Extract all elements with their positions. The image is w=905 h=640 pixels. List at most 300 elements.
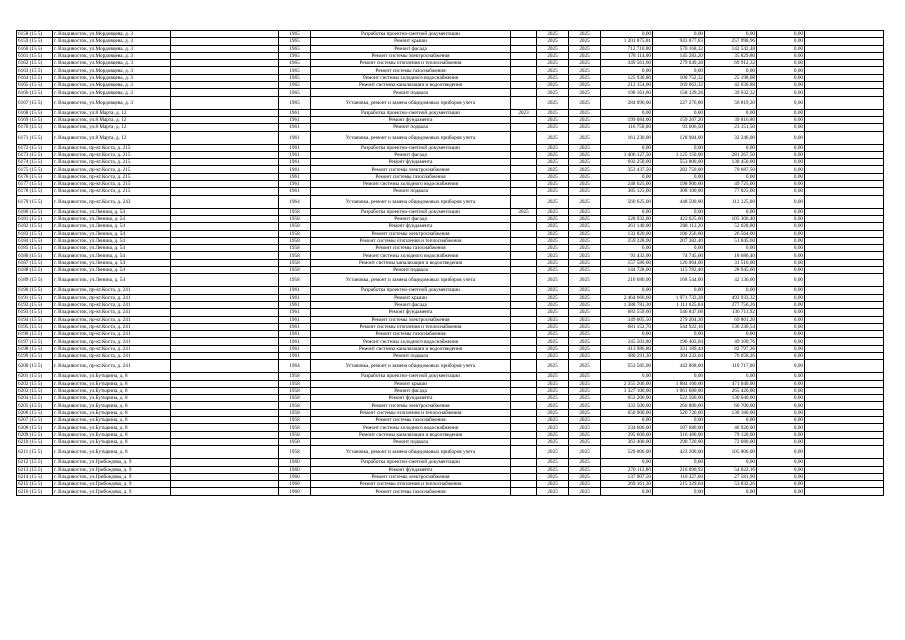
plan-year-start-cell: 2025 xyxy=(537,323,569,330)
trailing-empty-cell xyxy=(805,316,884,323)
row-number-cell: 6193 (15 5) xyxy=(17,309,53,316)
plan-year-end-cell: 2025 xyxy=(569,151,601,158)
table-row xyxy=(17,466,884,473)
trailing-empty-cell xyxy=(805,60,884,67)
trailing-empty-cell xyxy=(805,230,884,237)
extra-year-cell xyxy=(511,331,537,338)
empty-cell xyxy=(171,431,279,438)
owner-cost-cell: 49 100,76 xyxy=(705,338,757,345)
plan-year-end-cell: 2025 xyxy=(569,466,601,473)
address-cell: г. Владивосток, пр-кт.Коста, д. 215 xyxy=(53,173,171,180)
work-type-cell: Ремонт крыши xyxy=(311,38,511,45)
empty-cell xyxy=(171,287,279,294)
table-row xyxy=(17,215,884,222)
trailing-empty-cell xyxy=(805,52,884,59)
total-cost-cell: 0,00 xyxy=(601,459,653,466)
extra-year-cell xyxy=(511,481,537,488)
plan-year-start-cell: 2025 xyxy=(537,245,569,252)
extra-year-cell xyxy=(511,89,537,96)
extra-year-cell xyxy=(511,116,537,123)
table-row xyxy=(17,338,884,345)
plan-year-end-cell: 2025 xyxy=(569,395,601,402)
empty-cell xyxy=(171,252,279,259)
row-number-cell: 6166 (15 5) xyxy=(17,89,53,96)
total-cost-cell: 363 400,00 xyxy=(601,438,653,445)
owner-cost-cell: 130 640,00 xyxy=(705,395,757,402)
extra-year-cell xyxy=(511,466,537,473)
trailing-empty-cell xyxy=(805,402,884,409)
plan-year-end-cell: 2025 xyxy=(569,481,601,488)
row-number-cell: 6180 (15 5) xyxy=(17,208,53,215)
owner-cost-cell: 69 801,20 xyxy=(705,316,757,323)
empty-cell xyxy=(171,316,279,323)
extra-year-cell xyxy=(511,373,537,380)
fund-cost-cell: 0,00 xyxy=(653,208,705,215)
fund-cost-cell: 0,00 xyxy=(653,173,705,180)
extra-year-cell xyxy=(511,387,537,394)
total-cost-cell: 0,00 xyxy=(601,31,653,38)
extra-year-cell xyxy=(511,424,537,431)
total-cost-cell: 132 820,00 xyxy=(601,230,653,237)
address-cell: г. Владивосток, ул.Ленина, д. 54 xyxy=(53,230,171,237)
empty-cell xyxy=(171,459,279,466)
empty-cell xyxy=(171,230,279,237)
address-cell: г. Владивосток, ул.Ленина, д. 54 xyxy=(53,223,171,230)
trailing-empty-cell xyxy=(805,45,884,52)
row-number-cell: 6169 (15 5) xyxy=(17,116,53,123)
plan-year-start-cell: 2025 xyxy=(537,60,569,67)
owner-cost-cell: 130 180,00 xyxy=(705,409,757,416)
build-year-cell: 1958 xyxy=(279,424,311,431)
empty-cell xyxy=(171,67,279,74)
empty-cell xyxy=(171,438,279,445)
empty-cell xyxy=(171,208,279,215)
total-cost-cell: 0,00 xyxy=(601,331,653,338)
total-cost-cell: 0,00 xyxy=(601,144,653,151)
plan-year-end-cell: 2025 xyxy=(569,96,601,109)
other-cost-cell: 0,00 xyxy=(757,188,805,195)
trailing-empty-cell xyxy=(805,301,884,308)
row-number-cell: 6212 (15 5) xyxy=(17,459,53,466)
empty-cell xyxy=(171,151,279,158)
plan-year-end-cell: 2025 xyxy=(569,294,601,301)
work-type-cell: Ремонт системы канализации и водоотведения xyxy=(311,82,511,89)
other-cost-cell: 0,00 xyxy=(757,151,805,158)
other-cost-cell: 0,00 xyxy=(757,352,805,359)
row-number-cell: 6175 (15 5) xyxy=(17,166,53,173)
row-number-cell: 6183 (15 5) xyxy=(17,230,53,237)
extra-year-cell xyxy=(511,188,537,195)
address-cell: г. Владивосток, пр-кт.Коста, д. 241 xyxy=(53,360,171,373)
row-number-cell: 6170 (15 5) xyxy=(17,124,53,131)
owner-cost-cell: 136 711,92 xyxy=(705,309,757,316)
address-cell: г. Владивосток, ул.Грибоедова, д. 9 xyxy=(53,466,171,473)
work-type-cell: Ремонт подвала xyxy=(311,352,511,359)
plan-year-start-cell: 2025 xyxy=(537,473,569,480)
fund-cost-cell: 106 256,00 xyxy=(653,230,705,237)
work-type-cell: Ремонт системы отопления и теплоснабжения xyxy=(311,481,511,488)
empty-cell xyxy=(171,124,279,131)
row-number-cell: 6165 (15 5) xyxy=(17,82,53,89)
work-type-cell: Ремонт фасада xyxy=(311,151,511,158)
table-row xyxy=(17,74,884,81)
extra-year-cell xyxy=(511,252,537,259)
address-cell: г. Владивосток, ул.Бутырина, д. 8 xyxy=(53,424,171,431)
extra-year-cell xyxy=(511,82,537,89)
row-number-cell: 6207 (15 5) xyxy=(17,417,53,424)
plan-year-start-cell: 2025 xyxy=(537,345,569,352)
owner-cost-cell: 112 125,00 xyxy=(705,195,757,208)
table-row xyxy=(17,287,884,294)
row-number-cell: 6160 (15 5) xyxy=(17,45,53,52)
work-type-cell: Ремонт системы холодного водоснабжения xyxy=(311,338,511,345)
empty-cell xyxy=(171,31,279,38)
other-cost-cell: 0,00 xyxy=(757,301,805,308)
build-year-cell: 1958 xyxy=(279,274,311,287)
fund-cost-cell: 100 752,32 xyxy=(653,74,705,81)
plan-year-start-cell: 2025 xyxy=(537,124,569,131)
plan-year-end-cell: 2025 xyxy=(569,159,601,166)
fund-cost-cell: 168 544,00 xyxy=(653,274,705,287)
plan-year-start-cell: 2025 xyxy=(537,331,569,338)
total-cost-cell: 683 559,60 xyxy=(601,309,653,316)
owner-cost-cell: 0,00 xyxy=(705,417,757,424)
plan-year-end-cell: 2025 xyxy=(569,208,601,215)
build-year-cell: 1961 xyxy=(279,309,311,316)
plan-year-end-cell: 2025 xyxy=(569,352,601,359)
total-cost-cell: 681 152,70 xyxy=(601,323,653,330)
plan-year-end-cell: 2025 xyxy=(569,446,601,459)
address-cell: г. Владивосток, пр-кт.Коста, д. 243 xyxy=(53,195,171,208)
work-type-cell: Разработка проектно-сметной документации xyxy=(311,459,511,466)
build-year-cell: 1958 xyxy=(279,245,311,252)
empty-cell xyxy=(171,89,279,96)
work-type-cell: Ремонт крыши xyxy=(311,294,511,301)
fund-cost-cell: 198 900,00 xyxy=(653,181,705,188)
empty-cell xyxy=(171,373,279,380)
row-number-cell: 6181 (15 5) xyxy=(17,215,53,222)
address-cell: г. Владивосток, ул.Бутырина, д. 8 xyxy=(53,380,171,387)
total-cost-cell: 157 580,00 xyxy=(601,259,653,266)
fund-cost-cell: 0,00 xyxy=(653,31,705,38)
row-number-cell: 6185 (15 5) xyxy=(17,245,53,252)
build-year-cell: 1958 xyxy=(279,208,311,215)
plan-year-start-cell: 2025 xyxy=(537,409,569,416)
trailing-empty-cell xyxy=(805,338,884,345)
trailing-empty-cell xyxy=(805,352,884,359)
address-cell: г. Владивосток, ул.Мордовцева, д. 3 xyxy=(53,52,171,59)
fund-cost-cell: 187 680,00 xyxy=(653,424,705,431)
plan-year-start-cell: 2025 xyxy=(537,230,569,237)
fund-cost-cell: 520 720,00 xyxy=(653,409,705,416)
total-cost-cell: 380 291,30 xyxy=(601,352,653,359)
trailing-empty-cell xyxy=(805,173,884,180)
fund-cost-cell: 448 500,00 xyxy=(653,195,705,208)
owner-cost-cell: 72 680,00 xyxy=(705,438,757,445)
owner-cost-cell: 82 797,36 xyxy=(705,345,757,352)
address-cell: г. Владивосток, пр-кт.Коста, д. 241 xyxy=(53,345,171,352)
other-cost-cell: 0,00 xyxy=(757,466,805,473)
table-row xyxy=(17,294,884,301)
plan-year-start-cell: 2025 xyxy=(537,67,569,74)
trailing-empty-cell xyxy=(805,245,884,252)
work-type-cell: Ремонт системы электроснабжения xyxy=(311,166,511,173)
owner-cost-cell: 0,00 xyxy=(705,109,757,116)
plan-year-start-cell: 2025 xyxy=(537,116,569,123)
plan-year-end-cell: 2025 xyxy=(569,360,601,373)
fund-cost-cell: 227 276,80 xyxy=(653,96,705,109)
empty-cell xyxy=(171,45,279,52)
plan-year-start-cell: 2025 xyxy=(537,215,569,222)
row-number-cell: 6194 (15 5) xyxy=(17,316,53,323)
owner-cost-cell: 23 151,50 xyxy=(705,124,757,131)
address-cell: г. Владивосток, ул.Ленина, д. 54 xyxy=(53,215,171,222)
plan-year-end-cell: 2025 xyxy=(569,38,601,45)
owner-cost-cell: 0,00 xyxy=(705,67,757,74)
owner-cost-cell: 51 845,60 xyxy=(705,237,757,244)
owner-cost-cell: 0,00 xyxy=(705,331,757,338)
total-cost-cell: 0,00 xyxy=(601,488,653,495)
extra-year-cell xyxy=(511,294,537,301)
extra-year-cell xyxy=(511,52,537,59)
work-type-cell: Ремонт фасада xyxy=(311,45,511,52)
build-year-cell: 1961 xyxy=(279,345,311,352)
works-table xyxy=(16,30,884,496)
trailing-empty-cell xyxy=(805,309,884,316)
extra-year-cell xyxy=(511,352,537,359)
owner-cost-cell: 42 136,00 xyxy=(705,274,757,287)
extra-year-cell xyxy=(511,473,537,480)
row-number-cell: 6176 (15 5) xyxy=(17,173,53,180)
address-cell: г. Владивосток, ул.Мордовцева, д. 3 xyxy=(53,38,171,45)
fund-cost-cell: 570 168,32 xyxy=(653,45,705,52)
plan-year-start-cell: 2025 xyxy=(537,252,569,259)
owner-cost-cell: 25 198,08 xyxy=(705,74,757,81)
empty-cell xyxy=(171,309,279,316)
fund-cost-cell: 1 884 160,00 xyxy=(653,380,705,387)
plan-year-start-cell: 2025 xyxy=(537,159,569,166)
build-year-cell: 1958 xyxy=(279,230,311,237)
fund-cost-cell: 93 606,50 xyxy=(653,124,705,131)
owner-cost-cell: 142 542,48 xyxy=(705,45,757,52)
owner-cost-cell: 52 028,80 xyxy=(705,223,757,230)
plan-year-start-cell: 2025 xyxy=(537,208,569,215)
extra-year-cell xyxy=(511,144,537,151)
build-year-cell: 1965 xyxy=(279,52,311,59)
owner-cost-cell: 42 030,88 xyxy=(705,82,757,89)
plan-year-start-cell: 2025 xyxy=(537,395,569,402)
owner-cost-cell: 138 450,00 xyxy=(705,159,757,166)
plan-year-end-cell: 2025 xyxy=(569,195,601,208)
other-cost-cell: 0,00 xyxy=(757,438,805,445)
row-number-cell: 6173 (15 5) xyxy=(17,151,53,158)
other-cost-cell: 0,00 xyxy=(757,417,805,424)
row-number-cell: 6197 (15 5) xyxy=(17,338,53,345)
table-row xyxy=(17,144,884,151)
address-cell: г. Владивосток, ул.Ленина, д. 54 xyxy=(53,245,171,252)
other-cost-cell: 0,00 xyxy=(757,488,805,495)
empty-cell xyxy=(171,345,279,352)
fund-cost-cell: 0,00 xyxy=(653,67,705,74)
total-cost-cell: 1 406 127,50 xyxy=(601,151,653,158)
address-cell: г. Владивосток, пр-кт.Коста, д. 215 xyxy=(53,166,171,173)
fund-cost-cell: 553 800,00 xyxy=(653,159,705,166)
build-year-cell: 1960 xyxy=(279,459,311,466)
work-type-cell: Ремонт системы газоснабжения xyxy=(311,245,511,252)
fund-cost-cell: 216 090,92 xyxy=(653,466,705,473)
other-cost-cell: 0,00 xyxy=(757,215,805,222)
address-cell: г. Владивосток, ул.Грибоедова, д. 9 xyxy=(53,481,171,488)
plan-year-start-cell: 2025 xyxy=(537,96,569,109)
address-cell: г. Владивосток, пр-кт.Коста, д. 241 xyxy=(53,309,171,316)
trailing-empty-cell xyxy=(805,181,884,188)
owner-cost-cell: 492 933,32 xyxy=(705,294,757,301)
other-cost-cell: 0,00 xyxy=(757,424,805,431)
address-cell: г. Владивосток, пр-кт.Коста, д. 241 xyxy=(53,338,171,345)
fund-cost-cell: 290 720,00 xyxy=(653,438,705,445)
address-cell: г. Владивосток, ул.8 Марта, д. 12 xyxy=(53,124,171,131)
work-type-cell: Ремонт системы газоснабжения xyxy=(311,331,511,338)
total-cost-cell: 0,00 xyxy=(601,373,653,380)
fund-cost-cell: 1 125 150,00 xyxy=(653,151,705,158)
fund-cost-cell: 207 382,40 xyxy=(653,237,705,244)
owner-cost-cell: 110 717,00 xyxy=(705,360,757,373)
table-row xyxy=(17,380,884,387)
address-cell: г. Владивосток, ул.Бутырина, д. 8 xyxy=(53,373,171,380)
plan-year-end-cell: 2025 xyxy=(569,245,601,252)
build-year-cell: 1958 xyxy=(279,417,311,424)
empty-cell xyxy=(171,323,279,330)
empty-cell xyxy=(171,488,279,495)
row-number-cell: 6206 (15 5) xyxy=(17,409,53,416)
build-year-cell: 1965 xyxy=(279,89,311,96)
address-cell: г. Владивосток, ул.Ленина, д. 54 xyxy=(53,237,171,244)
plan-year-start-cell: 2025 xyxy=(537,89,569,96)
plan-year-start-cell: 2025 xyxy=(537,316,569,323)
row-number-cell: 6172 (15 5) xyxy=(17,144,53,151)
owner-cost-cell: 70 687,50 xyxy=(705,166,757,173)
total-cost-cell: 0,00 xyxy=(601,208,653,215)
work-type-cell: Ремонт крыши xyxy=(311,380,511,387)
table-row xyxy=(17,159,884,166)
trailing-empty-cell xyxy=(805,89,884,96)
build-year-cell: 1958 xyxy=(279,409,311,416)
plan-year-end-cell: 2025 xyxy=(569,67,601,74)
extra-year-cell: 2025 xyxy=(511,208,537,215)
empty-cell xyxy=(171,294,279,301)
extra-year-cell xyxy=(511,488,537,495)
total-cost-cell: 349 561,60 xyxy=(601,60,653,67)
address-cell: г. Владивосток, ул.Мордовцева, д. 3 xyxy=(53,31,171,38)
fund-cost-cell: 522 560,00 xyxy=(653,395,705,402)
plan-year-start-cell: 2025 xyxy=(537,373,569,380)
extra-year-cell xyxy=(511,215,537,222)
extra-year-cell xyxy=(511,417,537,424)
table-row xyxy=(17,89,884,96)
extra-year-cell xyxy=(511,316,537,323)
address-cell: г. Владивосток, ул.Бутырина, д. 8 xyxy=(53,417,171,424)
trailing-empty-cell xyxy=(805,417,884,424)
build-year-cell: 1961 xyxy=(279,181,311,188)
total-cost-cell: 560 625,00 xyxy=(601,195,653,208)
work-type-cell: Ремонт фундамента xyxy=(311,159,511,166)
table-row xyxy=(17,402,884,409)
fund-cost-cell: 115 782,40 xyxy=(653,267,705,274)
build-year-cell: 1961 xyxy=(279,131,311,144)
empty-cell xyxy=(171,82,279,89)
owner-cost-cell: 66 700,00 xyxy=(705,402,757,409)
empty-cell xyxy=(171,409,279,416)
total-cost-cell: 2 464 666,60 xyxy=(601,294,653,301)
work-type-cell: Ремонт системы холодного водоснабжения xyxy=(311,252,511,259)
extra-year-cell xyxy=(511,151,537,158)
extra-year-cell xyxy=(511,287,537,294)
empty-cell xyxy=(171,331,279,338)
extra-year-cell xyxy=(511,166,537,173)
other-cost-cell: 0,00 xyxy=(757,446,805,459)
owner-cost-cell: 0,00 xyxy=(705,173,757,180)
owner-cost-cell: 0,00 xyxy=(705,144,757,151)
work-type-cell: Ремонт фундамента xyxy=(311,309,511,316)
other-cost-cell: 0,00 xyxy=(757,82,805,89)
total-cost-cell: 2 355 200,00 xyxy=(601,380,653,387)
other-cost-cell: 0,00 xyxy=(757,387,805,394)
work-type-cell: Разработка проектно-сметной документации xyxy=(311,31,511,38)
trailing-empty-cell xyxy=(805,409,884,416)
build-year-cell: 1961 xyxy=(279,109,311,116)
total-cost-cell: 269 161,30 xyxy=(601,481,653,488)
owner-cost-cell: 69 912,32 xyxy=(705,60,757,67)
other-cost-cell: 0,00 xyxy=(757,45,805,52)
address-cell: г. Владивосток, ул.Мордовцева, д. 3 xyxy=(53,96,171,109)
plan-year-start-cell: 2025 xyxy=(537,259,569,266)
work-type-cell: Ремонт фундамента xyxy=(311,466,511,473)
address-cell: г. Владивосток, ул.Мордовцева, д. 3 xyxy=(53,89,171,96)
work-type-cell: Ремонт подвала xyxy=(311,124,511,131)
extra-year-cell xyxy=(511,45,537,52)
build-year-cell: 1965 xyxy=(279,67,311,74)
build-year-cell: 1958 xyxy=(279,402,311,409)
total-cost-cell: 528 932,00 xyxy=(601,215,653,222)
empty-cell xyxy=(171,116,279,123)
trailing-empty-cell xyxy=(805,274,884,287)
fund-cost-cell: 196 403,04 xyxy=(653,338,705,345)
build-year-cell: 1958 xyxy=(279,252,311,259)
row-number-cell: 6178 (15 5) xyxy=(17,188,53,195)
trailing-empty-cell xyxy=(805,159,884,166)
table-row xyxy=(17,309,884,316)
plan-year-end-cell: 2025 xyxy=(569,89,601,96)
extra-year-cell xyxy=(511,259,537,266)
plan-year-start-cell: 2025 xyxy=(537,387,569,394)
other-cost-cell: 0,00 xyxy=(757,294,805,301)
build-year-cell: 1960 xyxy=(279,473,311,480)
build-year-cell: 1961 xyxy=(279,173,311,180)
table-row xyxy=(17,409,884,416)
trailing-empty-cell xyxy=(805,446,884,459)
table-row xyxy=(17,252,884,259)
table-row xyxy=(17,473,884,480)
work-type-cell: Установка, ремонт и замена общедомовых приборов учета xyxy=(311,360,511,373)
table-row xyxy=(17,488,884,495)
row-number-cell: 6211 (15 5) xyxy=(17,446,53,459)
total-cost-cell: 1 327 100,00 xyxy=(601,387,653,394)
build-year-cell: 1965 xyxy=(279,38,311,45)
plan-year-end-cell: 2025 xyxy=(569,287,601,294)
build-year-cell: 1961 xyxy=(279,301,311,308)
row-number-cell: 6188 (15 5) xyxy=(17,267,53,274)
extra-year-cell xyxy=(511,67,537,74)
